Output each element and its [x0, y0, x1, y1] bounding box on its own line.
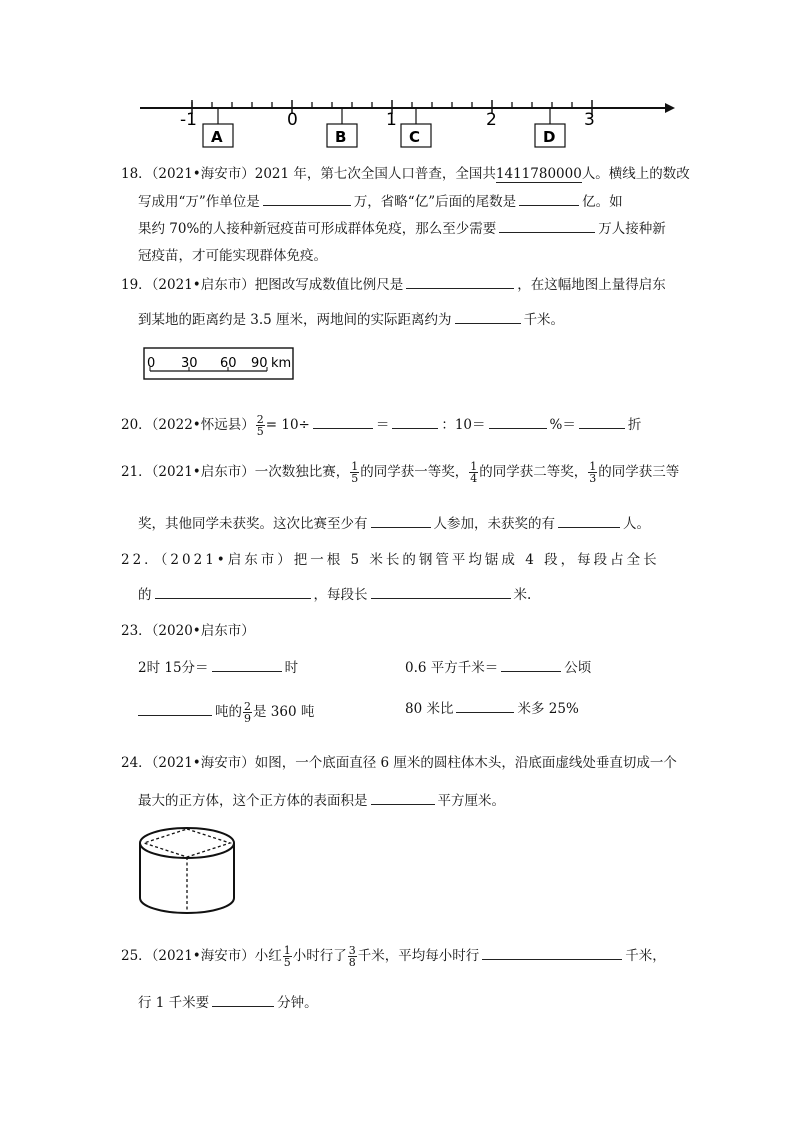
q25-blank-speed[interactable]	[482, 945, 622, 960]
q22-blank-fraction[interactable]	[155, 584, 311, 599]
q20-blank-2[interactable]	[392, 414, 438, 429]
q18-line-1: 18．（2021•海安市）2021 年，第七次全国人口普查，全国共1411780000人。横线上的数改	[121, 166, 690, 182]
q18-blank-wan[interactable]	[263, 191, 351, 206]
q23-blank-a[interactable]	[212, 657, 282, 672]
scale-label-60: 60	[220, 356, 237, 371]
tick-label-3: 3	[584, 110, 595, 130]
number-line-arrow	[665, 103, 675, 113]
q20-blank-4[interactable]	[579, 414, 625, 429]
q21-fraction-1: $\frac{1}{5}$	[351, 460, 359, 485]
tick-label-0: 0	[287, 110, 298, 130]
cylinder-figure	[136, 826, 240, 918]
q19-blank-distance[interactable]	[455, 309, 521, 324]
q23-item-c: 吨的 $\frac{2}{9}$ 是 360 吨	[138, 700, 314, 724]
scale-label-0: 0	[147, 356, 156, 371]
q18-line-3: 果约 70%的人接种新冠疫苗可形成群体免疫，那么至少需要 万人接种新	[138, 217, 666, 237]
q21-fraction-2: $\frac{1}{4}$	[470, 460, 478, 485]
q23-title: 23．（2020•启东市）	[121, 623, 255, 639]
q25-fraction-1: $\frac{1}{5}$	[283, 944, 291, 969]
q23-blank-b[interactable]	[501, 657, 561, 672]
tick-label-minus-1: -1	[180, 110, 197, 130]
q18-line-2: 写成用“万”作单位是 万，省略“亿”后面的尾数是 亿。如	[138, 190, 623, 210]
q18-line-4: 冠疫苗，才可能实现群体免疫。	[138, 248, 327, 264]
q19-line-1: 19．（2021•启东市）把图改写成数值比例尺是 ，在这幅地图上量得启东	[121, 273, 666, 293]
q25-line-1: 25．（2021•海安市）小红 $\frac{1}{5}$ 小时行了 $\frac{3}{8}$ 千米，平均每小时行 千米，	[121, 944, 666, 969]
tick-label-2: 2	[486, 110, 497, 130]
q21-fraction-3: $\frac{1}{3}$	[589, 460, 597, 485]
q20-blank-3[interactable]	[489, 414, 547, 429]
q25-fraction-2: $\frac{3}{8}$	[348, 944, 356, 969]
box-label-a: A	[211, 128, 223, 146]
cylinder-top	[140, 828, 234, 858]
box-label-b: B	[335, 128, 347, 146]
q23-blank-c[interactable]	[138, 701, 212, 716]
scale-label-90: 90	[251, 356, 268, 371]
q21-blank-total[interactable]	[371, 513, 431, 528]
scale-label-km: km	[271, 356, 292, 371]
q21-blank-unawarded[interactable]	[558, 513, 620, 528]
q23-blank-d[interactable]	[456, 698, 514, 713]
q22-line-1: 22．（2021•启东市）把一根 5 米长的钢管平均锯成 4 段，每段占全长	[121, 552, 660, 568]
q24-line-2: 最大的正方体，这个正方体的表面积是 平方厘米。	[138, 789, 505, 809]
q20-fraction: $\frac{2}{5}$	[256, 413, 264, 438]
square-cut-outline	[144, 829, 230, 857]
scale-bar-figure	[143, 347, 295, 381]
scale-label-30: 30	[181, 356, 198, 371]
q25-line-2: 行 1 千米要 分钟。	[138, 991, 318, 1011]
q19-line-2: 到某地的距离约是 3.5 厘米，两地间的实际距离约为 千米。	[138, 308, 564, 328]
q21-line-2: 奖，其他同学未获奖。这次比赛至少有 人参加，未获奖的有 人。	[138, 512, 650, 532]
q22-blank-length[interactable]	[371, 584, 511, 599]
q23-item-b: 0.6 平方千米＝ 公顷	[405, 656, 591, 676]
q20-blank-1[interactable]	[313, 414, 373, 429]
q23-item-a: 2时 15分＝ 时	[138, 656, 298, 676]
q19-blank-scale[interactable]	[406, 274, 514, 289]
q18-number: 1411780000	[495, 166, 582, 182]
cylinder-bottom	[140, 898, 234, 913]
q18-blank-yi[interactable]	[519, 191, 579, 206]
box-label-d: D	[543, 128, 556, 146]
q18-blank-vaccine[interactable]	[499, 218, 595, 233]
q21-line-1: 21．（2021•启东市）一次数独比赛， $\frac{1}{5}$ 的同学获一等奖， $\frac{1}{4}$ 的同学获二等奖， $\frac{1}{3}$ 的同学获三等	[121, 460, 680, 485]
q25-blank-minutes[interactable]	[212, 992, 274, 1007]
q24-line-1: 24．（2021•海安市）如图，一个底面直径 6 厘米的圆柱体木头，沿底面虚线处垂直切成一个	[121, 755, 677, 771]
q20-line: 20．（2022•怀远县） $\frac{2}{5}$ = 10÷ ＝ ：10＝ %＝ 折	[121, 413, 642, 438]
tick-label-1: 1	[386, 110, 397, 130]
number-line-figure	[140, 94, 680, 154]
box-label-c: C	[409, 128, 421, 146]
q23-fraction: $\frac{2}{9}$	[244, 700, 251, 725]
q24-blank-area[interactable]	[371, 790, 435, 805]
q23-item-d: 80 米比 米多 25%	[405, 697, 579, 717]
q22-line-2: 的 ，每段长 米.	[138, 583, 531, 603]
